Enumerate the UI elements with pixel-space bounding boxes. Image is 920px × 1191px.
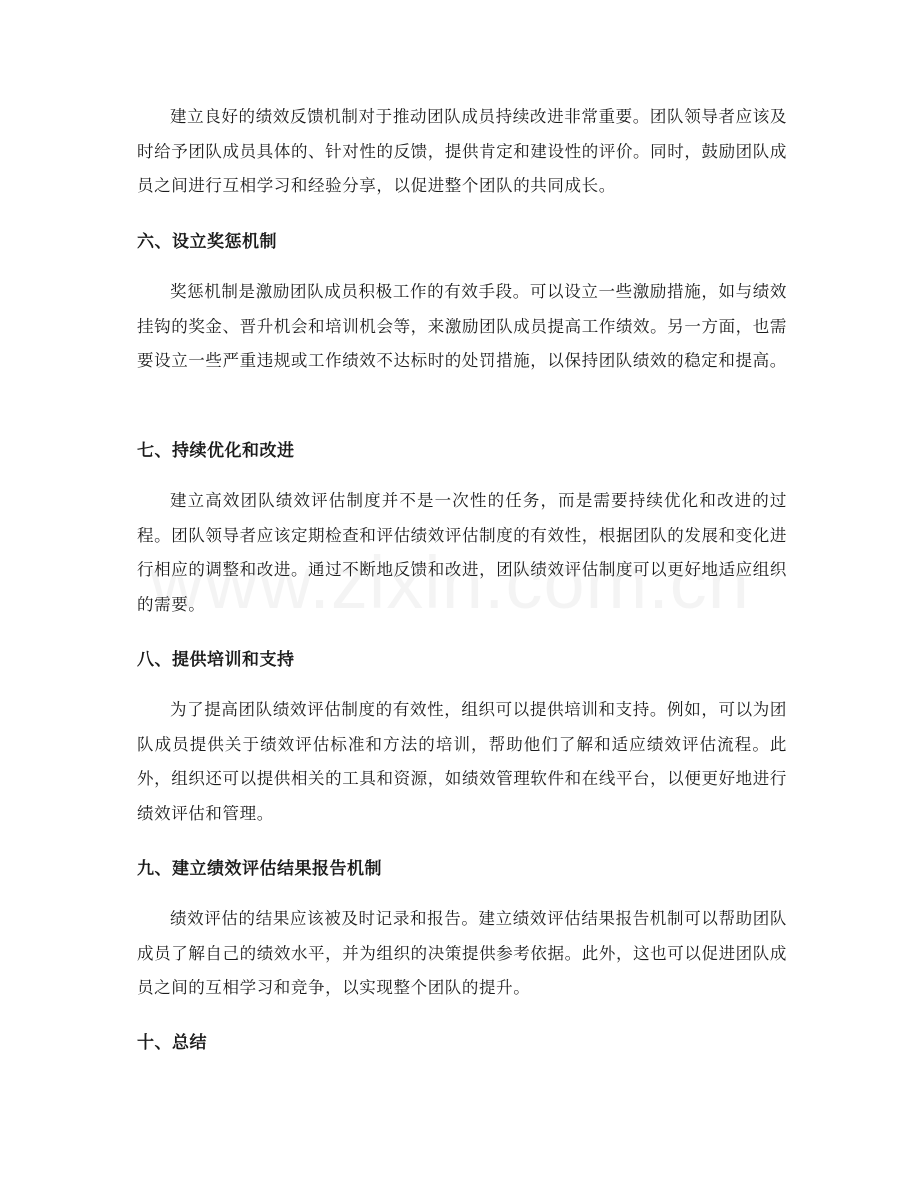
heading-reward-punishment: 六、设立奖惩机制 (137, 232, 277, 252)
heading-continuous-improvement: 七、持续优化和改进 (137, 441, 295, 461)
paragraph-continuous-improvement: 建立高效团队绩效评估制度并不是一次性的任务，而是需要持续优化和改进的过程。团队领导者应该定期检查和评估绩效评估制度的有效性，根据团队的发展和变化进行相应的调整和改进。通过不断地反馈和改进，团队绩效评估制度可以更好地适应组织的需要。 (137, 491, 787, 614)
paragraph-training-support: 为了提高团队绩效评估制度的有效性，组织可以提供培训和支持。例如，可以为团队成员提供关于绩效评估标准和方法的培训，帮助他们了解和适应绩效评估流程。此外，组织还可以提供相关的工具和资源，如绩效管理软件和在线平台，以便更好地进行绩效评估和管理。 (137, 700, 787, 823)
heading-result-reporting: 九、建立绩效评估结果报告机制 (137, 859, 382, 879)
paragraph-feedback: 建立良好的绩效反馈机制对于推动团队成员持续改进非常重要。团队领导者应该及时给予团队成员具体的、针对性的反馈，提供肯定和建设性的评价。同时，鼓励团队成员之间进行互相学习和经验分享，以促进整个团队的共同成长。 (137, 107, 787, 195)
paragraph-reward-punishment: 奖惩机制是激励团队成员积极工作的有效手段。可以设立一些激励措施，如与绩效挂钩的奖金、晋升机会和培训机会等，来激励团队成员提高工作绩效。另一方面，也需要设立一些严重违规或工作绩效不达标时的处罚措施，以保持团队绩效的稳定和提高。 (137, 282, 787, 370)
heading-training-support: 八、提供培训和支持 (137, 650, 295, 670)
paragraph-result-reporting: 绩效评估的结果应该被及时记录和报告。建立绩效评估结果报告机制可以帮助团队成员了解自己的绩效水平，并为组织的决策提供参考依据。此外，这也可以促进团队成员之间的互相学习和竞争，以实现整个团队的提升。 (137, 909, 787, 997)
heading-summary: 十、总结 (137, 1033, 207, 1053)
